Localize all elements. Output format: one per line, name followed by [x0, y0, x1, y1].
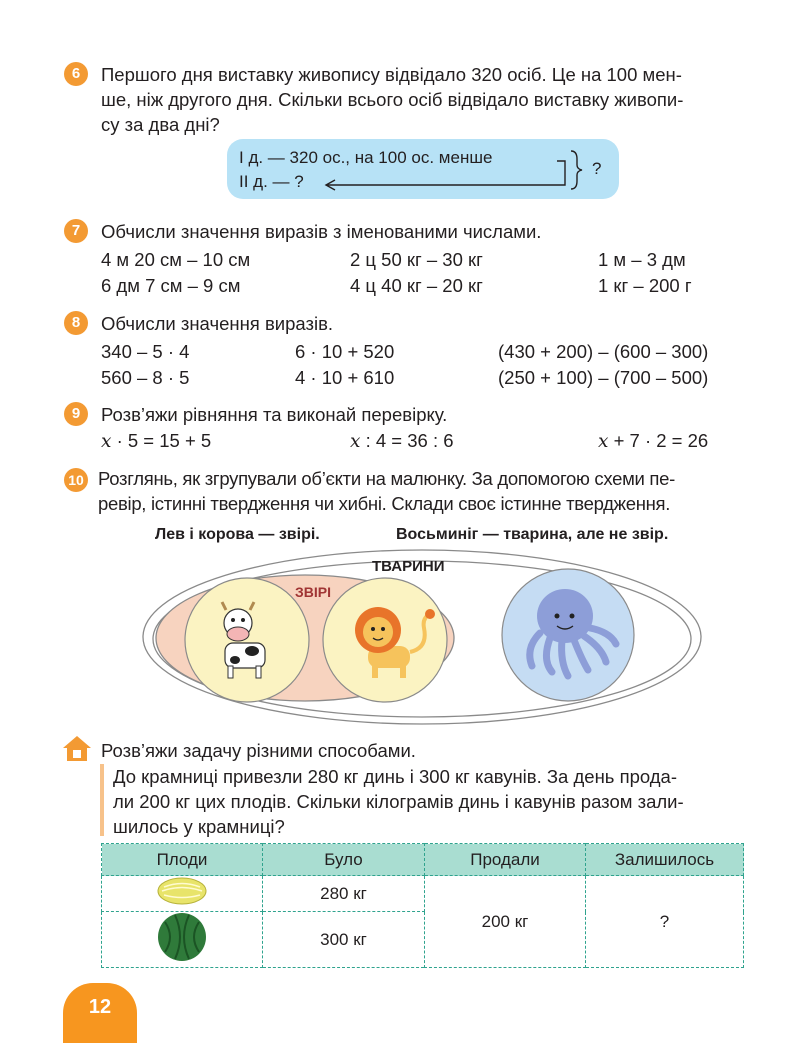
task-10-line-1: Розглянь, як згрупували об’єкти на малюнку. За допомогою схеми пе- [98, 468, 675, 489]
task-9-title: Розв’яжи рівняння та виконай перевірку. [101, 404, 448, 425]
melon-was: 280 кг [263, 876, 425, 912]
task-7-r2-c1: 6 дм 7 см – 9 см [101, 275, 241, 296]
header-fruit: Плоди [102, 844, 263, 876]
task-7-r2-c3: 1 кг – 200 г [598, 275, 692, 296]
header-left: Залишилось [586, 844, 744, 876]
sold-cell: 200 кг [425, 876, 586, 968]
task-8-badge: 8 [64, 311, 88, 335]
melon-icon [156, 876, 208, 906]
task-10-badge: 10 [64, 468, 88, 492]
task-8-r1-c1: 340 – 5 · 4 [101, 341, 190, 362]
beasts-label: ЗВІРІ [295, 584, 331, 600]
task-7-r1-c2: 2 ц 50 кг – 30 кг [350, 249, 483, 270]
eq-2-variable: x [350, 431, 361, 452]
task-7-r1-c3: 1 м – 3 дм [598, 249, 686, 270]
eq-1-variable: x [101, 431, 112, 452]
home-vertical-bar [100, 764, 104, 836]
task-6-line-3: су за два дні? [101, 114, 220, 135]
cow-circle [185, 578, 309, 702]
watermelon-icon [155, 912, 209, 962]
task-8-r1-c3: (430 + 200) – (600 – 300) [498, 341, 709, 362]
eq-3-text: + 7 · 2 = 26 [608, 430, 709, 451]
fruit-table [101, 843, 744, 968]
header-sold: Продали [425, 844, 586, 876]
watermelon-was: 300 кг [263, 912, 425, 968]
statement-2: Восьминіг — тварина, але не звір. [396, 526, 669, 543]
task-7-title: Обчисли значення виразів з іменованими числами. [101, 221, 542, 242]
home-line-3: шилось у крамниці? [113, 816, 285, 837]
task-8-title: Обчисли значення виразів. [101, 313, 334, 334]
left-cell: ? [586, 876, 744, 968]
task-7-badge: 7 [64, 219, 88, 243]
eq-1-text: · 5 = 15 + 5 [111, 430, 212, 451]
watermelon-cell [102, 912, 263, 968]
statement-1: Лев і корова — звірі. [155, 526, 320, 543]
page-number: 12 [63, 983, 137, 1043]
sets-diagram [140, 548, 705, 728]
task-8-r2-c2: 4 · 10 + 610 [295, 367, 395, 388]
task-7-r2-c2: 4 ц 40 кг – 20 кг [350, 275, 483, 296]
task-6-scheme [227, 139, 619, 199]
home-icon [62, 734, 92, 762]
eq-3-variable: x [598, 431, 609, 452]
task-8-r2-c3: (250 + 100) – (700 – 500) [498, 367, 709, 388]
home-line-1: До крамниці привезли 280 кг динь і 300 кг кавунів. За день прода- [113, 766, 677, 787]
melon-cell [102, 876, 263, 912]
task-9-eq-2 [350, 429, 454, 454]
task-8-r2-c1: 560 – 8 · 5 [101, 367, 190, 388]
task-6-line-2: ше, ніж другого дня. Скільки всього осіб відвідало виставку живопи- [101, 89, 684, 110]
task-6-line-1: Першого дня виставку живопису відвідало 320 осіб. Це на 100 мен- [101, 64, 682, 85]
header-was: Було [263, 844, 425, 876]
eq-2-text: : 4 = 36 : 6 [360, 430, 454, 451]
task-9-eq-1 [101, 429, 211, 454]
task-10-line-2: ревір, істинні твердження чи хибні. Склади своє істинне твердження. [98, 493, 671, 514]
task-6-badge: 6 [64, 62, 88, 86]
scheme-line-1: І д. — 320 ос., на 100 ос. менше [239, 148, 493, 167]
task-9-badge: 9 [64, 402, 88, 426]
task-8-r1-c2: 6 · 10 + 520 [295, 341, 395, 362]
home-title: Розв’яжи задачу різними способами. [101, 740, 416, 761]
scheme-line-2: ІІ д. — ? [239, 172, 304, 191]
scheme-arrows-icon [227, 139, 619, 199]
scheme-question: ? [592, 159, 602, 178]
task-7-r1-c1: 4 м 20 см – 10 см [101, 249, 251, 270]
animals-label: ТВАРИНИ [372, 558, 445, 575]
home-line-2: ли 200 кг цих плодів. Скільки кілограмів динь і кавунів разом зали- [113, 791, 684, 812]
task-9-eq-3 [598, 429, 708, 454]
